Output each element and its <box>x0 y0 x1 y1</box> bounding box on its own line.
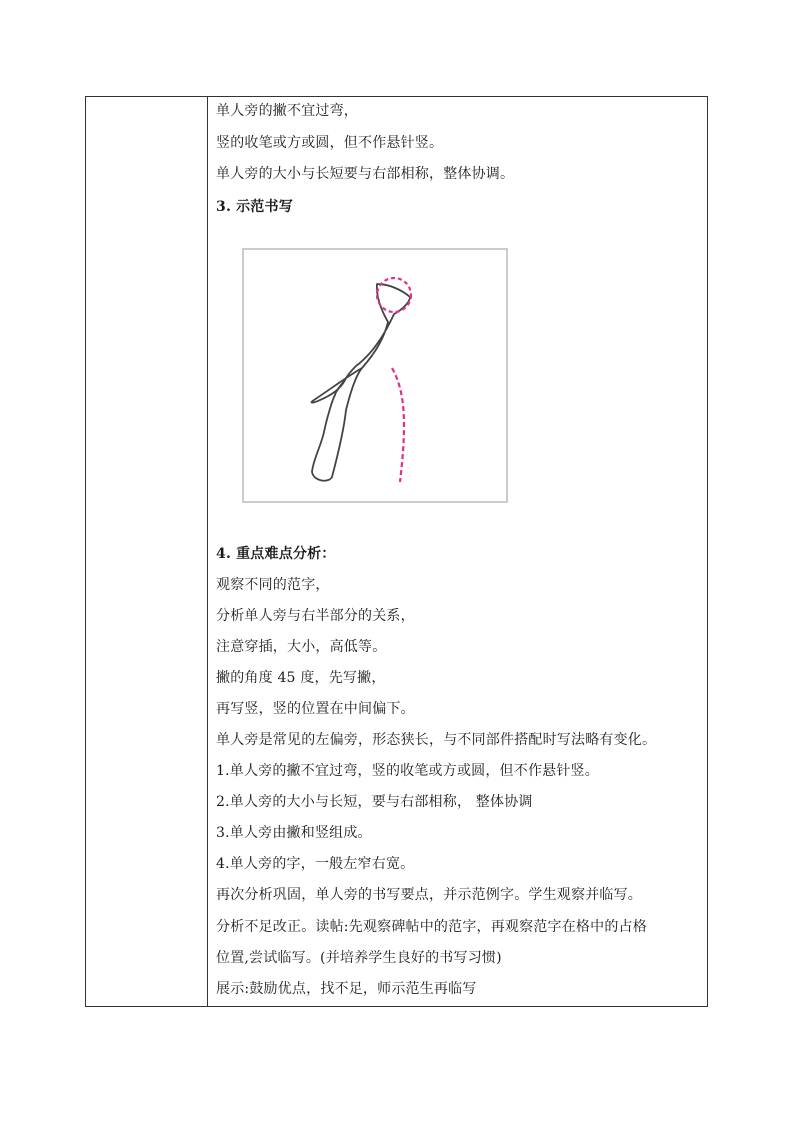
text-line: 单人旁的大小与长短要与右部相称，整体协调。 <box>216 166 515 182</box>
lesson-table <box>85 96 708 1007</box>
text-line: 单人旁是常见的左偏旁，形态狭长，与不同部件搭配时写法略有变化。 <box>216 732 657 748</box>
column-divider <box>207 97 208 1006</box>
start-point-guide-circle <box>377 278 411 312</box>
demo-writing-box <box>242 248 508 503</box>
text-line: 1.单人旁的撇不宜过弯，竖的收笔或方或圆，但不作悬针竖。 <box>216 763 599 779</box>
text-line: 再写竖，竖的位置在中间偏下。 <box>216 701 415 717</box>
text-line: 3.单人旁由撇和竖组成。 <box>216 825 372 841</box>
vertical-stroke-guide <box>392 368 404 482</box>
text-line: 撇的角度 45 度，先写撇， <box>216 670 386 686</box>
radical-figure <box>244 250 506 501</box>
pie-stroke-left-outline <box>312 368 362 403</box>
text-line: 展示:鼓励优点，找不足，师示范生再临写 <box>216 981 477 997</box>
text-line: 分析不足改正。读帖:先观察碑帖中的范字，再观察范字在格中的占格 <box>216 919 647 935</box>
section3-title: 3. 示范书写 <box>216 199 293 215</box>
text-line: 竖的收笔或方或圆，但不作悬针竖。 <box>216 135 444 151</box>
radical-stroke-outline <box>312 284 410 481</box>
text-line: 再次分析巩固，单人旁的书写要点，并示范例字。学生观察并临写。 <box>216 887 642 903</box>
text-line: 观察不同的范字， <box>216 577 330 593</box>
section4-title: 4. 重点难点分析： <box>216 546 336 562</box>
text-line: 4.单人旁的字，一般左窄右宽。 <box>216 856 415 872</box>
text-line: 分析单人旁与右半部分的关系， <box>216 608 415 624</box>
text-line: 注意穿插，大小，高低等。 <box>216 639 387 655</box>
text-line: 单人旁的撇不宜过弯， <box>216 103 358 119</box>
text-line: 位置,尝试临写。(并培养学生良好的书写习惯) <box>216 950 502 966</box>
text-line: 2.单人旁的大小与长短，要与右部相称， 整体协调 <box>216 794 533 810</box>
